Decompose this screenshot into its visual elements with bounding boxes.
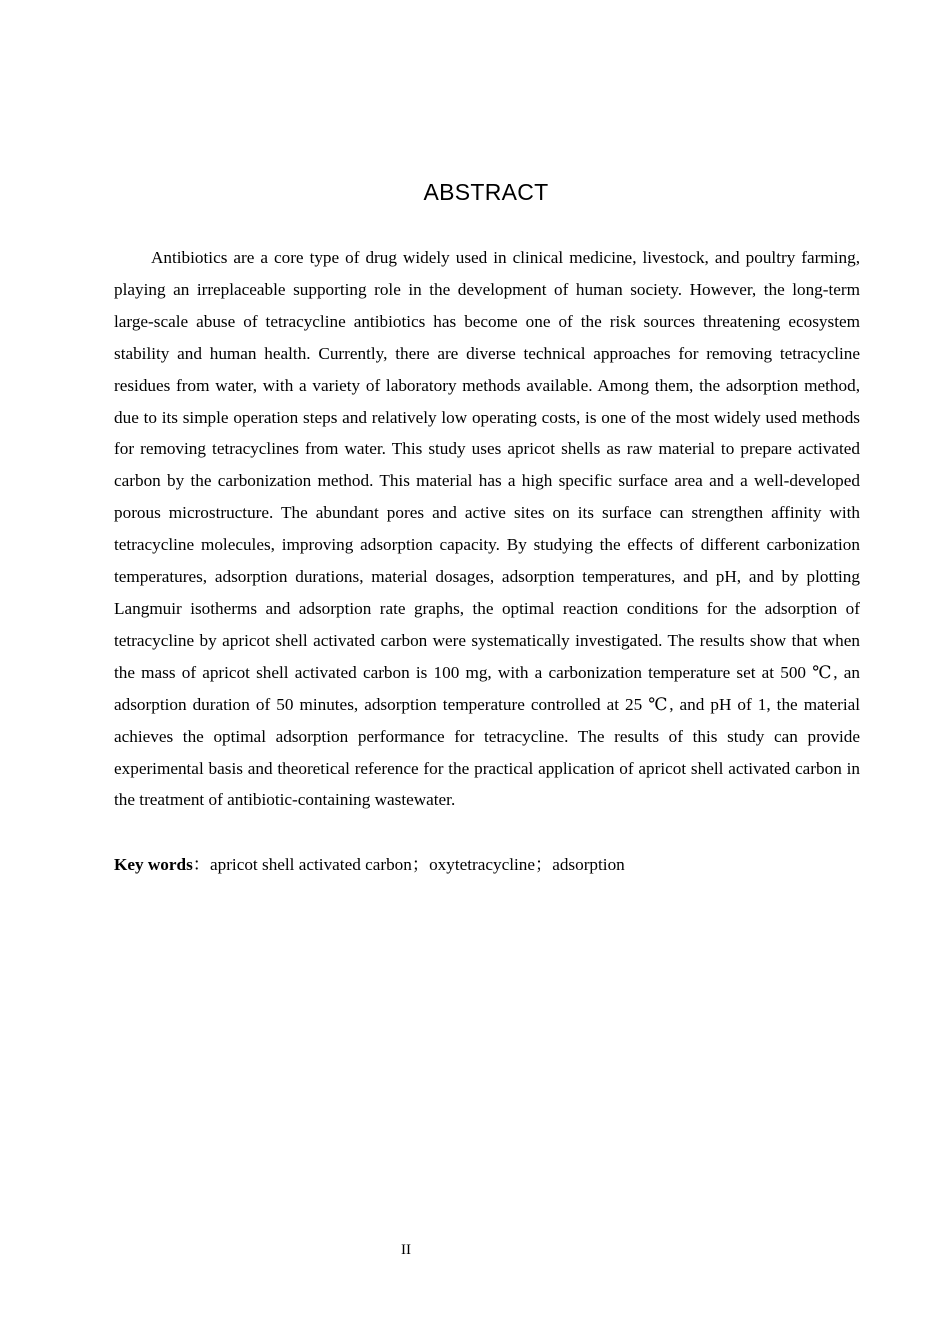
keyword-separator: ；	[535, 855, 553, 874]
keyword-separator: ；	[411, 855, 430, 874]
keyword-item: adsorption	[552, 855, 625, 874]
abstract-body: Antibiotics are a core type of drug widely used in clinical medicine, livestock, and poultry farming, playing an irreplaceable supporting role in the development of human society. However, the long-term large-scale abuse of tetracycline antibiotics has become one of the risk sources threatening ecosystem stability and human health. Currently, there are diverse technical approaches for removing tetracycline residues from water, with a variety of laboratory methods available. Among them, the adsorption method, due to its simple operation steps and relatively low operating costs, is one of the most widely used methods for removing tetracyclines from water. This study uses apricot shells as raw material to prepare activated carbon by the carbonization method. This material has a high specific surface area and a well-developed porous microstructure. The abundant pores and active sites on its surface can strengthen affinity with tetracycline molecules, improving adsorption capacity. By studying the effects of different carbonization temperatures, adsorption durations, material dosages, adsorption temperatures, and pH, and by plotting Langmuir isotherms and adsorption rate graphs, the optimal reaction conditions for the adsorption of tetracycline by apricot shell activated carbon were systematically investigated. The results show that when the mass of apricot shell activated carbon is 100 mg, with a carbonization temperature set at 500 ℃, an adsorption duration of 50 minutes, adsorption temperature controlled at 25 ℃, and pH of 1, the material achieves the optimal adsorption performance for tetracycline. The results of this study can provide experimental basis and theoretical reference for the practical application of apricot shell activated carbon in the treatment of antibiotic-containing wastewater.	[114, 248, 860, 810]
keywords-label: Key words	[114, 855, 193, 874]
page-number: II	[401, 1242, 411, 1258]
keywords-label-separator: ：	[192, 855, 210, 874]
keyword-item: oxytetracycline	[429, 855, 535, 874]
keywords-line	[114, 849, 860, 881]
page-title: ABSTRACT	[423, 179, 549, 205]
keyword-item: apricot shell activated carbon	[209, 855, 412, 874]
